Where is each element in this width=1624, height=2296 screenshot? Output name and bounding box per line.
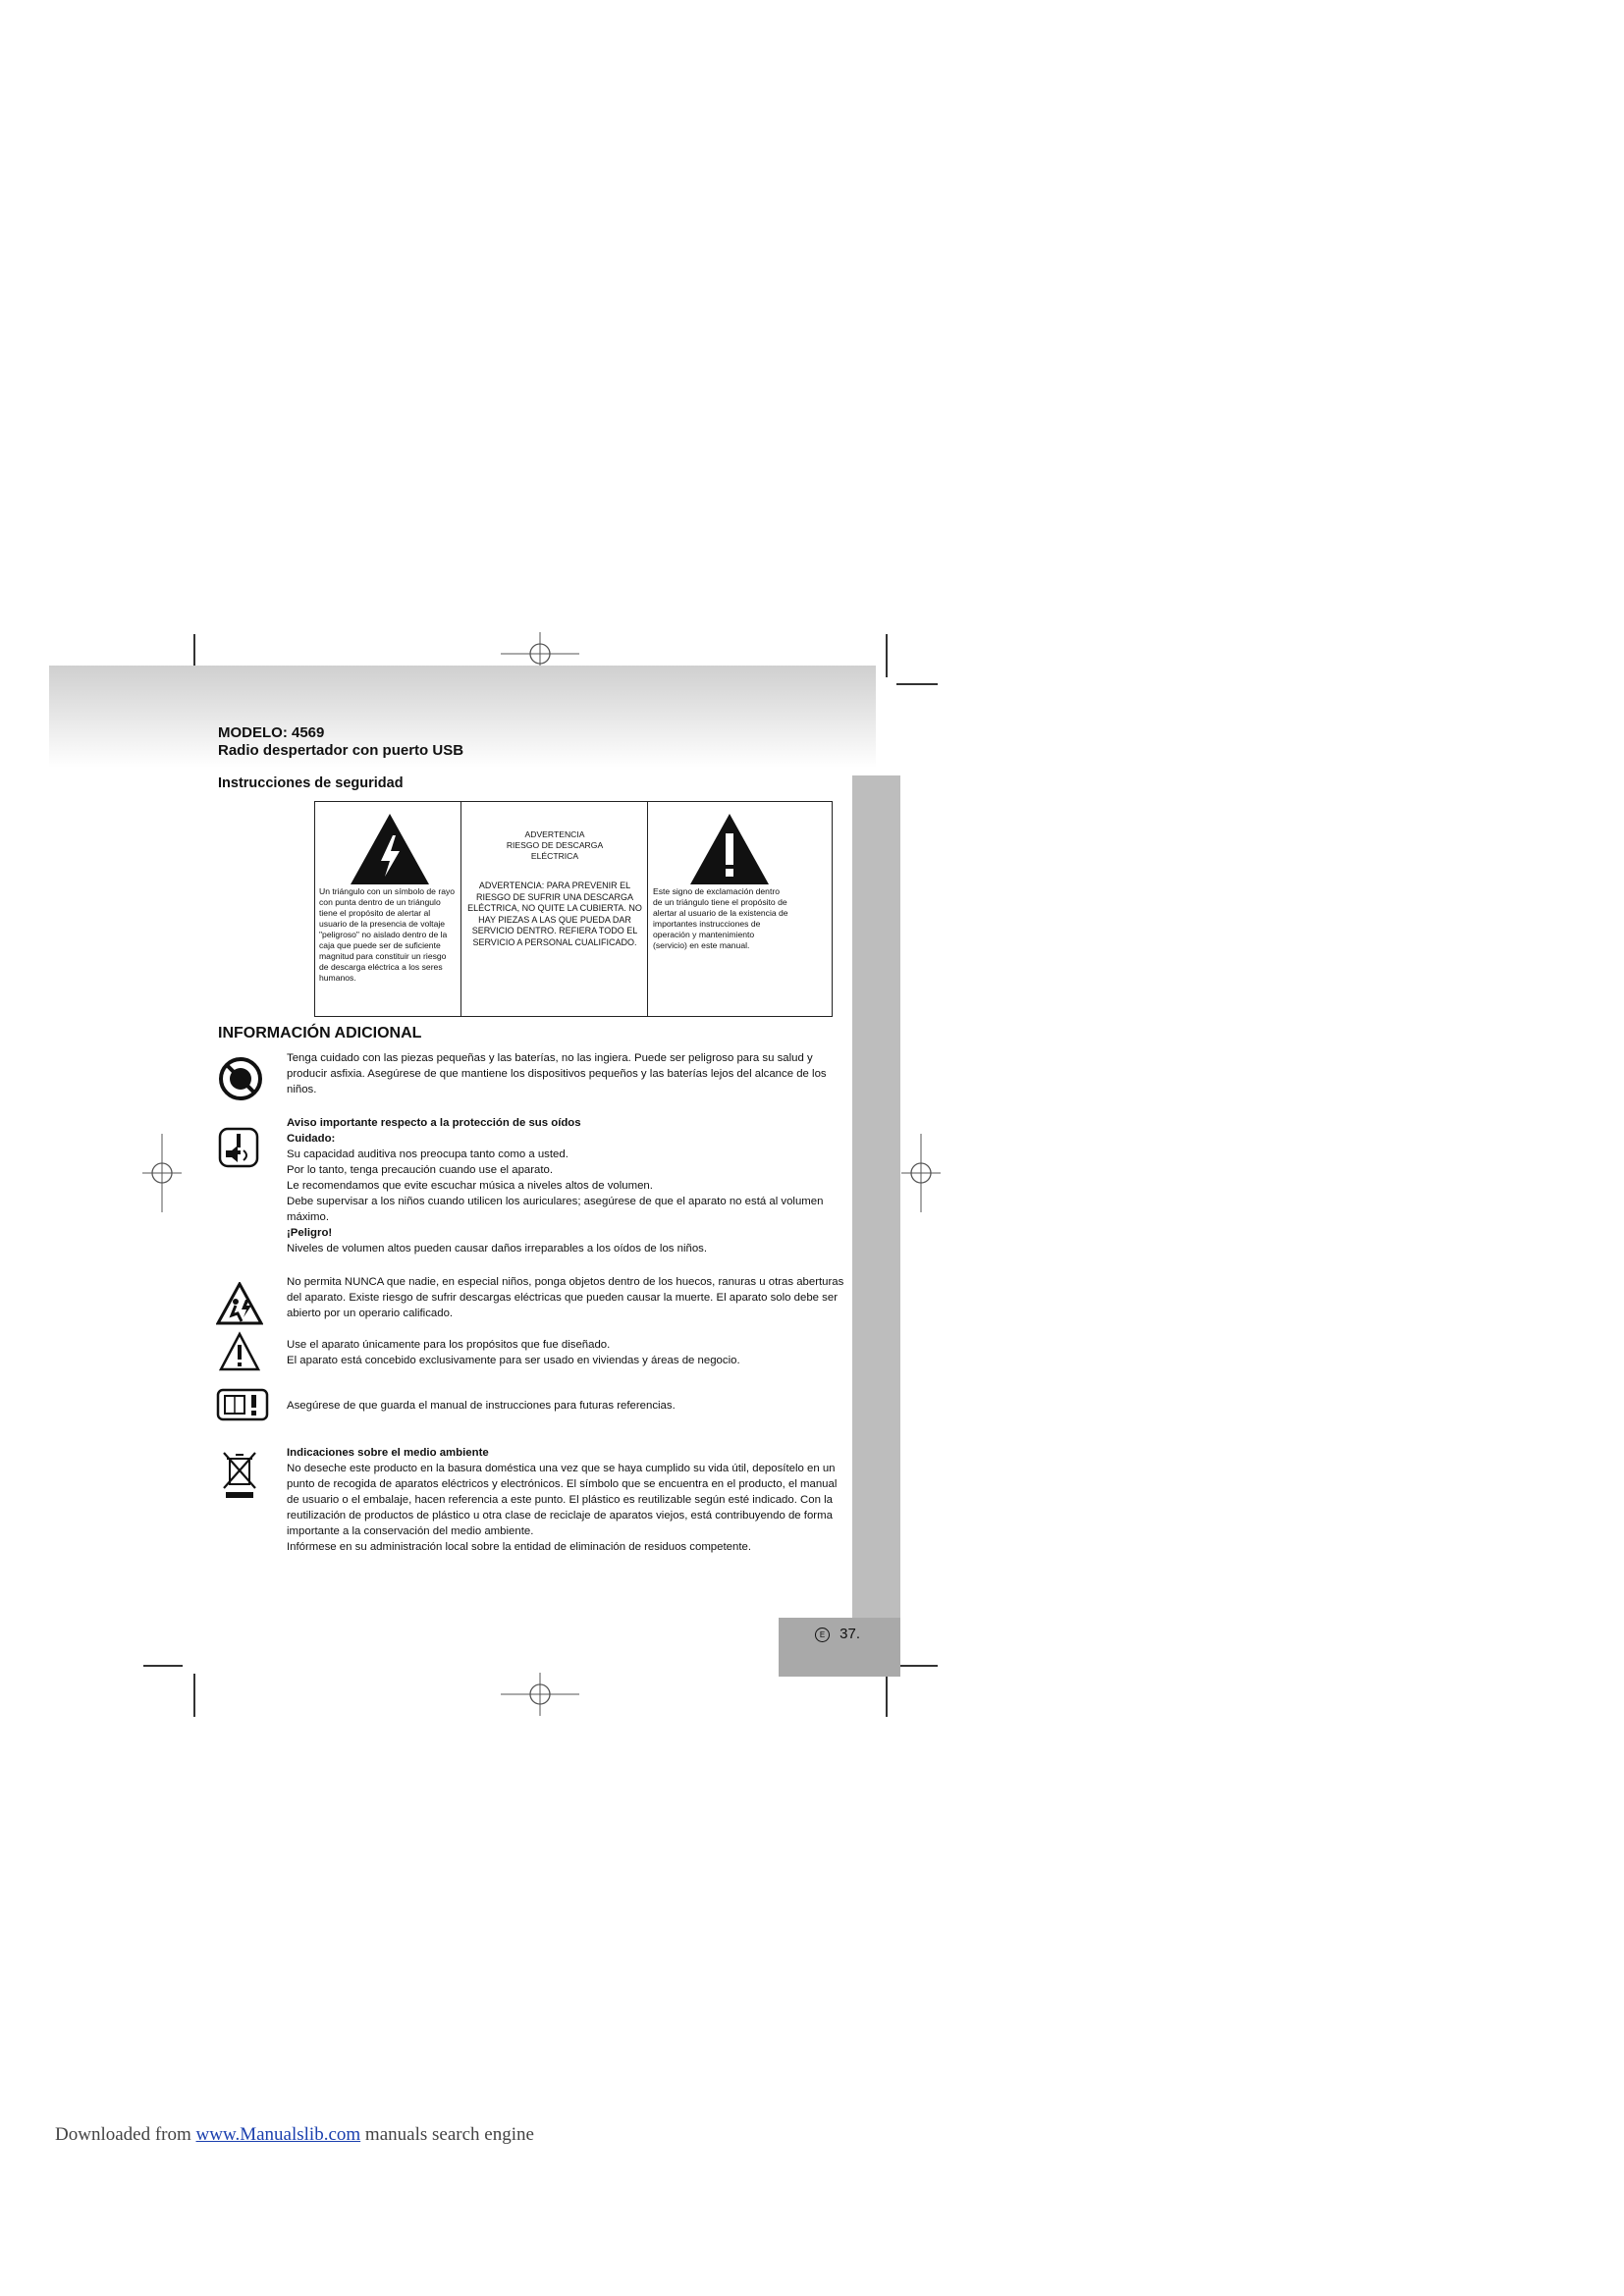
no-small-parts-icon xyxy=(218,1056,263,1101)
side-tab-bar xyxy=(852,775,900,1677)
environment-text: No deseche este producto en la basura doméstica una vez que se haya cumplido su vida útil, deposítelo en un punto de recogida de aparatos eléctricos y electrónicos. El símbolo que se encuentra en el producto, el manual de usuario o el embalaje, hacen referencia a este punto. El plástico es reutilizable según esté indicado. Con la reutilización de productos de plástico u otra clase de reciclaje de aparatos viejos, está contribuyendo de forma importante a la conservación del medio ambiente. xyxy=(287,1463,838,1537)
hearing-warning-icon xyxy=(218,1127,259,1168)
crop-mark xyxy=(886,634,888,677)
safety-heading: Instrucciones de seguridad xyxy=(218,775,404,791)
model-title: MODELO: 4569 xyxy=(218,724,325,741)
language-circle-icon: E xyxy=(815,1628,830,1642)
danger-title: ¡Peligro! xyxy=(287,1227,333,1239)
hearing-line: Por lo tanto, tenga precaución cuando use el aparato. xyxy=(287,1164,554,1176)
hearing-line: Su capacidad auditiva nos preocupa tanto como a usted. xyxy=(287,1148,568,1160)
footer-suffix: manuals search engine xyxy=(364,2124,534,2145)
small-parts-text: Tenga cuidado con las piezas pequeñas y las baterías, no las ingiera. Puede ser peligroso para su salud y producir asfixia. Asegúrese de que mantiene los dispositivos pequeños y las baterías lejos del alcance de los niños. xyxy=(287,1052,827,1095)
hearing-title: Aviso importante respecto a la protección de sus oídos xyxy=(287,1117,581,1129)
download-footer xyxy=(55,2124,534,2146)
environment-text-2: Infórmese en su administración local sobre la entidad de eliminación de residuos competente. xyxy=(287,1541,751,1553)
warning-table xyxy=(314,801,833,1017)
footer-prefix: Downloaded from xyxy=(55,2124,191,2145)
hearing-caution: Cuidado: xyxy=(287,1133,336,1145)
table-divider xyxy=(460,802,461,1016)
crop-mark xyxy=(896,683,938,685)
registration-mark-icon xyxy=(901,1134,941,1212)
usage-line: Use el aparato únicamente para los propósitos que fue diseñado. xyxy=(287,1339,611,1351)
exclamation-warning-text: Este signo de exclamación dentro de un triángulo tiene el propósito de alertar al usuario de la existencia de importantes instrucciones de operación y mantenimiento (servicio) en este manual. xyxy=(653,886,788,950)
table-divider xyxy=(647,802,648,1016)
weee-bin-icon xyxy=(220,1449,259,1500)
manual-icon xyxy=(216,1388,269,1421)
electric-shock-warning-icon xyxy=(216,1282,263,1325)
hearing-line: Debe supervisar a los niños cuando utilicen los auriculares; asegúrese de que el aparato no está al volumen máximo. xyxy=(287,1196,824,1223)
page-number-text: 37. xyxy=(839,1626,861,1642)
crop-mark xyxy=(886,1674,888,1717)
crop-mark xyxy=(143,1665,183,1667)
hearing-section xyxy=(287,1115,848,1256)
warning-title xyxy=(464,829,645,862)
warning-title-line: ELÉCTRICA xyxy=(530,851,579,861)
exclamation-triangle-icon xyxy=(688,812,771,886)
page-number xyxy=(815,1626,860,1642)
usage-section xyxy=(287,1337,848,1368)
usage-line: El aparato está concebido exclusivamente para ser usado en viviendas y áreas de negocio. xyxy=(287,1355,740,1366)
manual-text: Asegúrese de que guarda el manual de instrucciones para futuras referencias. xyxy=(287,1400,676,1412)
registration-mark-icon xyxy=(501,1669,579,1720)
lightning-triangle-icon xyxy=(349,812,431,886)
environment-section xyxy=(287,1445,848,1555)
warning-body-text: ADVERTENCIA: PARA PREVENIR EL RIESGO DE SUFRIR UNA DESCARGA ELÉCTRICA, NO QUITE LA CUBIERTA. NO HAY PIEZAS A LAS QUE PUEDA DAR SERVICIO DENTRO. REFIERA TODO EL SERVICIO A PERSONAL CUALIFICADO. xyxy=(467,881,642,947)
registration-mark-icon xyxy=(142,1134,182,1212)
crop-mark xyxy=(193,1674,195,1717)
openings-text: No permita NUNCA que nadie, en especial niños, ponga objetos dentro de los huecos, ranuras u otras aberturas del aparato. Existe riesgo de sufrir descargas eléctricas que pueden causar la muerte. El aparato solo debe ser abierto por un operario calificado. xyxy=(287,1276,844,1319)
danger-text: Niveles de volumen altos pueden causar daños irreparables a los oídos de los niños. xyxy=(287,1243,708,1255)
warning-title-line: ADVERTENCIA xyxy=(524,829,585,839)
hearing-line: Le recomendamos que evite escuchar música a niveles altos de volumen. xyxy=(287,1180,653,1192)
additional-info-heading: INFORMACIÓN ADICIONAL xyxy=(218,1025,422,1041)
manualslib-link[interactable]: www.Manualslib.com xyxy=(195,2124,361,2145)
caution-triangle-icon xyxy=(218,1331,261,1372)
product-title: Radio despertador con puerto USB xyxy=(218,742,464,759)
crop-mark xyxy=(896,1665,938,1667)
environment-title: Indicaciones sobre el medio ambiente xyxy=(287,1447,489,1459)
lightning-warning-text: Un triángulo con un símbolo de rayo con punta dentro de un triángulo tiene el propósito de alertar al usuario de la presencia de voltaje "peligroso" no aislado dentro de la caja que puede ser de suficiente magnitud para constituir un riesgo de descarga eléctrica a los seres humanos. xyxy=(319,886,456,983)
warning-title-line: RIESGO DE DESCARGA xyxy=(506,840,604,850)
